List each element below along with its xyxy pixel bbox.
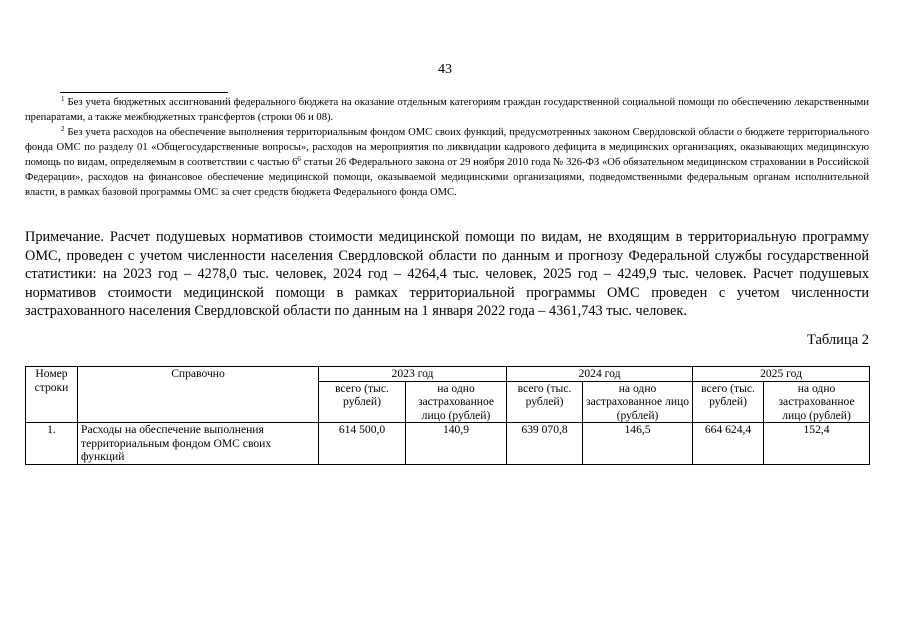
table-header-row-1 bbox=[26, 367, 870, 382]
total-2025-cell: 664 624,4 bbox=[693, 423, 764, 465]
footnote-2-marker: 2 bbox=[61, 125, 65, 133]
header-year-2024: 2024 год bbox=[507, 367, 693, 382]
per-insured-2023-cell: 140,9 bbox=[406, 423, 507, 465]
note-text: Примечание. Расчет подушевых нормативов стоимости медицинской помощи по видам, не входящим в территориальную программу ОМС, проведен с учетом численности населения Свердловской области по данным и прогнозу Федеральной службы государственной статистики: на 2023 год – 4278,0 тыс. человек, 2024 год – 4264,4 тыс. человек, 2025 год – 4249,9 тыс. человек. Расчет подушевых нормативов стоимости медицинской помощи в рамках территориальной программы ОМС проведен с учетом численности застрахованного населения Свердловской области по данным на 1 января 2022 года – 4361,743 тыс. человек. bbox=[25, 229, 869, 320]
header-year-2025: 2025 год bbox=[693, 367, 870, 382]
per-insured-2025-cell: 152,4 bbox=[764, 423, 870, 465]
row-number-cell: 1. bbox=[26, 423, 78, 465]
table-caption: Таблица 2 bbox=[806, 332, 869, 348]
footnote-2-superscript: 6 bbox=[297, 155, 301, 163]
note-paragraph bbox=[25, 228, 869, 321]
footnote-separator bbox=[60, 92, 228, 93]
total-2024-cell: 639 070,8 bbox=[507, 423, 583, 465]
header-row-number: Номер строки bbox=[26, 367, 78, 423]
footnote-1-marker: 1 bbox=[61, 95, 65, 103]
reference-table bbox=[25, 366, 870, 465]
footnote-1-text: Без учета бюджетных ассигнований федерального бюджета на оказание отдельным категориям граждан государственной социальной помощи по обеспечению лекарственными препаратами, а также межбюджетных трансфертов (строки 06 и 08). bbox=[25, 97, 869, 123]
header-per-insured-2024: на одно застрахованное лицо (рублей) bbox=[583, 381, 693, 423]
header-per-insured-2025: на одно застрахованное лицо (рублей) bbox=[764, 381, 870, 423]
footnotes bbox=[25, 95, 869, 200]
total-2023-cell: 614 500,0 bbox=[319, 423, 406, 465]
header-total-2024: всего (тыс. рублей) bbox=[507, 381, 583, 423]
footnote-1 bbox=[25, 95, 869, 125]
header-year-2023: 2023 год bbox=[319, 367, 507, 382]
header-reference: Справочно bbox=[78, 367, 319, 423]
header-per-insured-2023: на одно застрахованное лицо (рублей) bbox=[406, 381, 507, 423]
table-row bbox=[26, 423, 870, 465]
footnote-2-text-before: Без учета расходов на обеспечение выполнения территориальным фондом ОМС своих функций, предусмотренных законом Свердловской области о бюджете территориального фонда ОМС по разделу 01 «Общегосударственные вопросы», расходов на мероприятия по ликвидации кадрового дефицита в медицинских организациях, оказывающих медицинскую помощь по видам, определяемым в соответствии с частью 6 bbox=[25, 127, 869, 168]
footnote-2 bbox=[25, 125, 869, 200]
header-total-2025: всего (тыс. рублей) bbox=[693, 381, 764, 423]
page-number: 43 bbox=[438, 62, 452, 77]
row-label-cell: Расходы на обеспечение выполнения территориальным фондом ОМС своих функций bbox=[78, 423, 319, 465]
header-total-2023: всего (тыс. рублей) bbox=[319, 381, 406, 423]
per-insured-2024-cell: 146,5 bbox=[583, 423, 693, 465]
footnote-2-text-after: статьи 26 Федерального закона от 29 ноября 2010 года № 326-ФЗ «Об обязательном медицинском страховании в Российской Федерации», расходов на финансовое обеспечение медицинской помощи, оказываемой медицинскими организациями, подведомственными федеральным органам исполнительной власти, в рамках базовой программы ОМС за счет средств бюджета Федерального фонда ОМС. bbox=[25, 157, 869, 198]
